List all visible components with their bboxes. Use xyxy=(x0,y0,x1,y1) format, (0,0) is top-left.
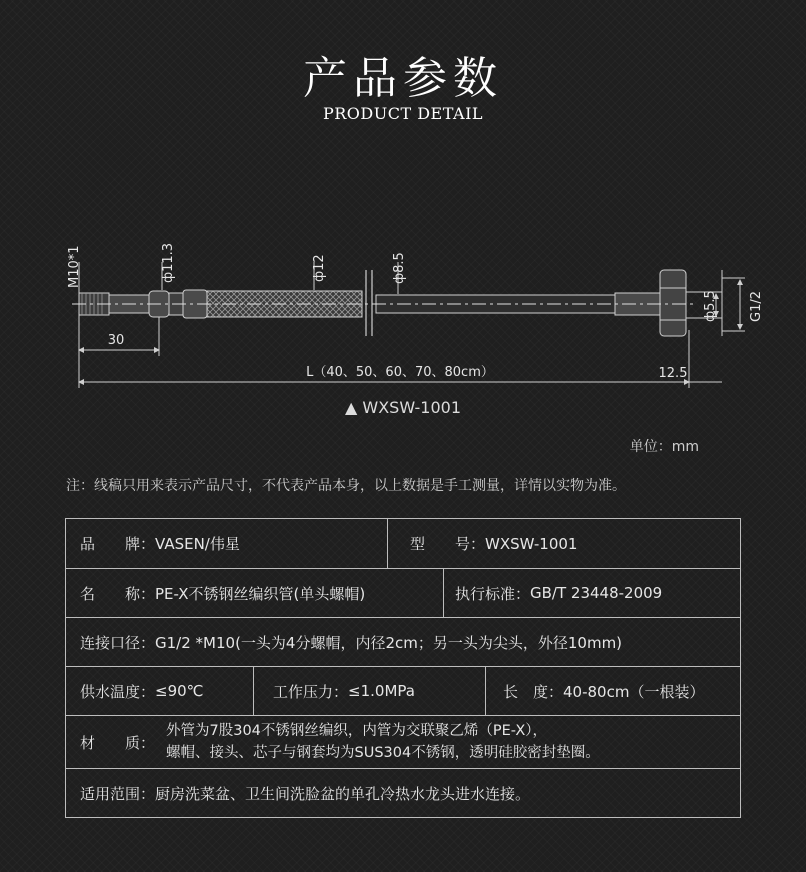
divider xyxy=(485,667,486,715)
break-marks xyxy=(366,270,372,336)
nut-g12 xyxy=(615,270,686,336)
usage-label: 适用范围： xyxy=(80,784,156,803)
temperature-value: ≤90℃ xyxy=(155,682,204,700)
hose-technical-drawing xyxy=(0,230,806,395)
material-line-2: 螺帽、接头、芯子与钢套均为SUS304不锈钢，透明硅胶密封垫圈。 xyxy=(166,745,600,761)
pressure-label: 工作压力： xyxy=(273,682,349,701)
spec-row-temperature xyxy=(66,667,740,716)
name-value: PE-X不锈钢丝编织管(单头螺帽) xyxy=(155,584,366,603)
spec-row-connection xyxy=(66,618,740,667)
connection-label: 连接口径： xyxy=(80,633,156,652)
model-caption: ▲ WXSW-1001 xyxy=(345,398,461,417)
dim-phi12-label: ф12 xyxy=(312,254,327,282)
usage-value: 厨房洗菜盆、卫生间洗脸盆的单孔冷热水龙头进水连接。 xyxy=(155,784,531,803)
dim-phi55-label: ф5.5 xyxy=(703,290,718,322)
dim-125-label: 12.5 xyxy=(658,366,688,381)
spec-row-brand xyxy=(66,519,740,569)
length-value: 40-80cm（一根装） xyxy=(563,682,705,701)
dim-30-label: 30 xyxy=(107,333,125,348)
dim-length-label: L（40、50、60、70、80cm） xyxy=(306,365,494,380)
brand-label: 品 牌： xyxy=(80,535,156,553)
model-value: WXSW-1001 xyxy=(485,534,578,553)
disclaimer-note: 注：线稿只用来表示产品尺寸，不代表产品本身，以上数据是手工测量，详情以实物为准。 xyxy=(66,478,626,494)
spec-table xyxy=(65,518,741,818)
standard-value: GB/T 23448-2009 xyxy=(530,584,663,602)
spec-row-name xyxy=(66,569,740,618)
divider xyxy=(443,569,444,617)
dim-m10-label: M10*1 xyxy=(67,245,82,288)
unit-note: 单位：mm xyxy=(629,439,699,455)
spec-row-material xyxy=(66,716,740,769)
temperature-label: 供水温度： xyxy=(80,682,156,701)
length-label: 长 度： xyxy=(503,682,564,701)
pressure-value: ≤1.0MPa xyxy=(348,682,415,700)
divider xyxy=(387,519,388,568)
material-line-1: 外管为7股304不锈钢丝编织，内管为交联聚乙烯（PE-X）， xyxy=(166,723,547,739)
material-label: 材 质： xyxy=(80,733,156,752)
page-subtitle: PRODUCT DETAIL xyxy=(322,104,484,123)
page-title: 产品参数 xyxy=(303,53,503,104)
standard-label: 执行标准： xyxy=(455,584,531,603)
model-label: 型 号： xyxy=(410,535,486,553)
spec-row-usage xyxy=(66,769,740,817)
dim-phi85-label: ф8.5 xyxy=(392,252,407,284)
divider xyxy=(253,667,254,715)
dim-g12-label: G1/2 xyxy=(749,291,764,322)
dim-phi113-label: ф11.3 xyxy=(161,242,176,283)
connection-value: G1/2 *M10(一头为4分螺帽，内径2cm；另一头为尖头，外径10mm) xyxy=(155,633,623,652)
brand-value: VASEN/伟星 xyxy=(155,535,240,553)
name-label: 名 称： xyxy=(80,584,156,603)
